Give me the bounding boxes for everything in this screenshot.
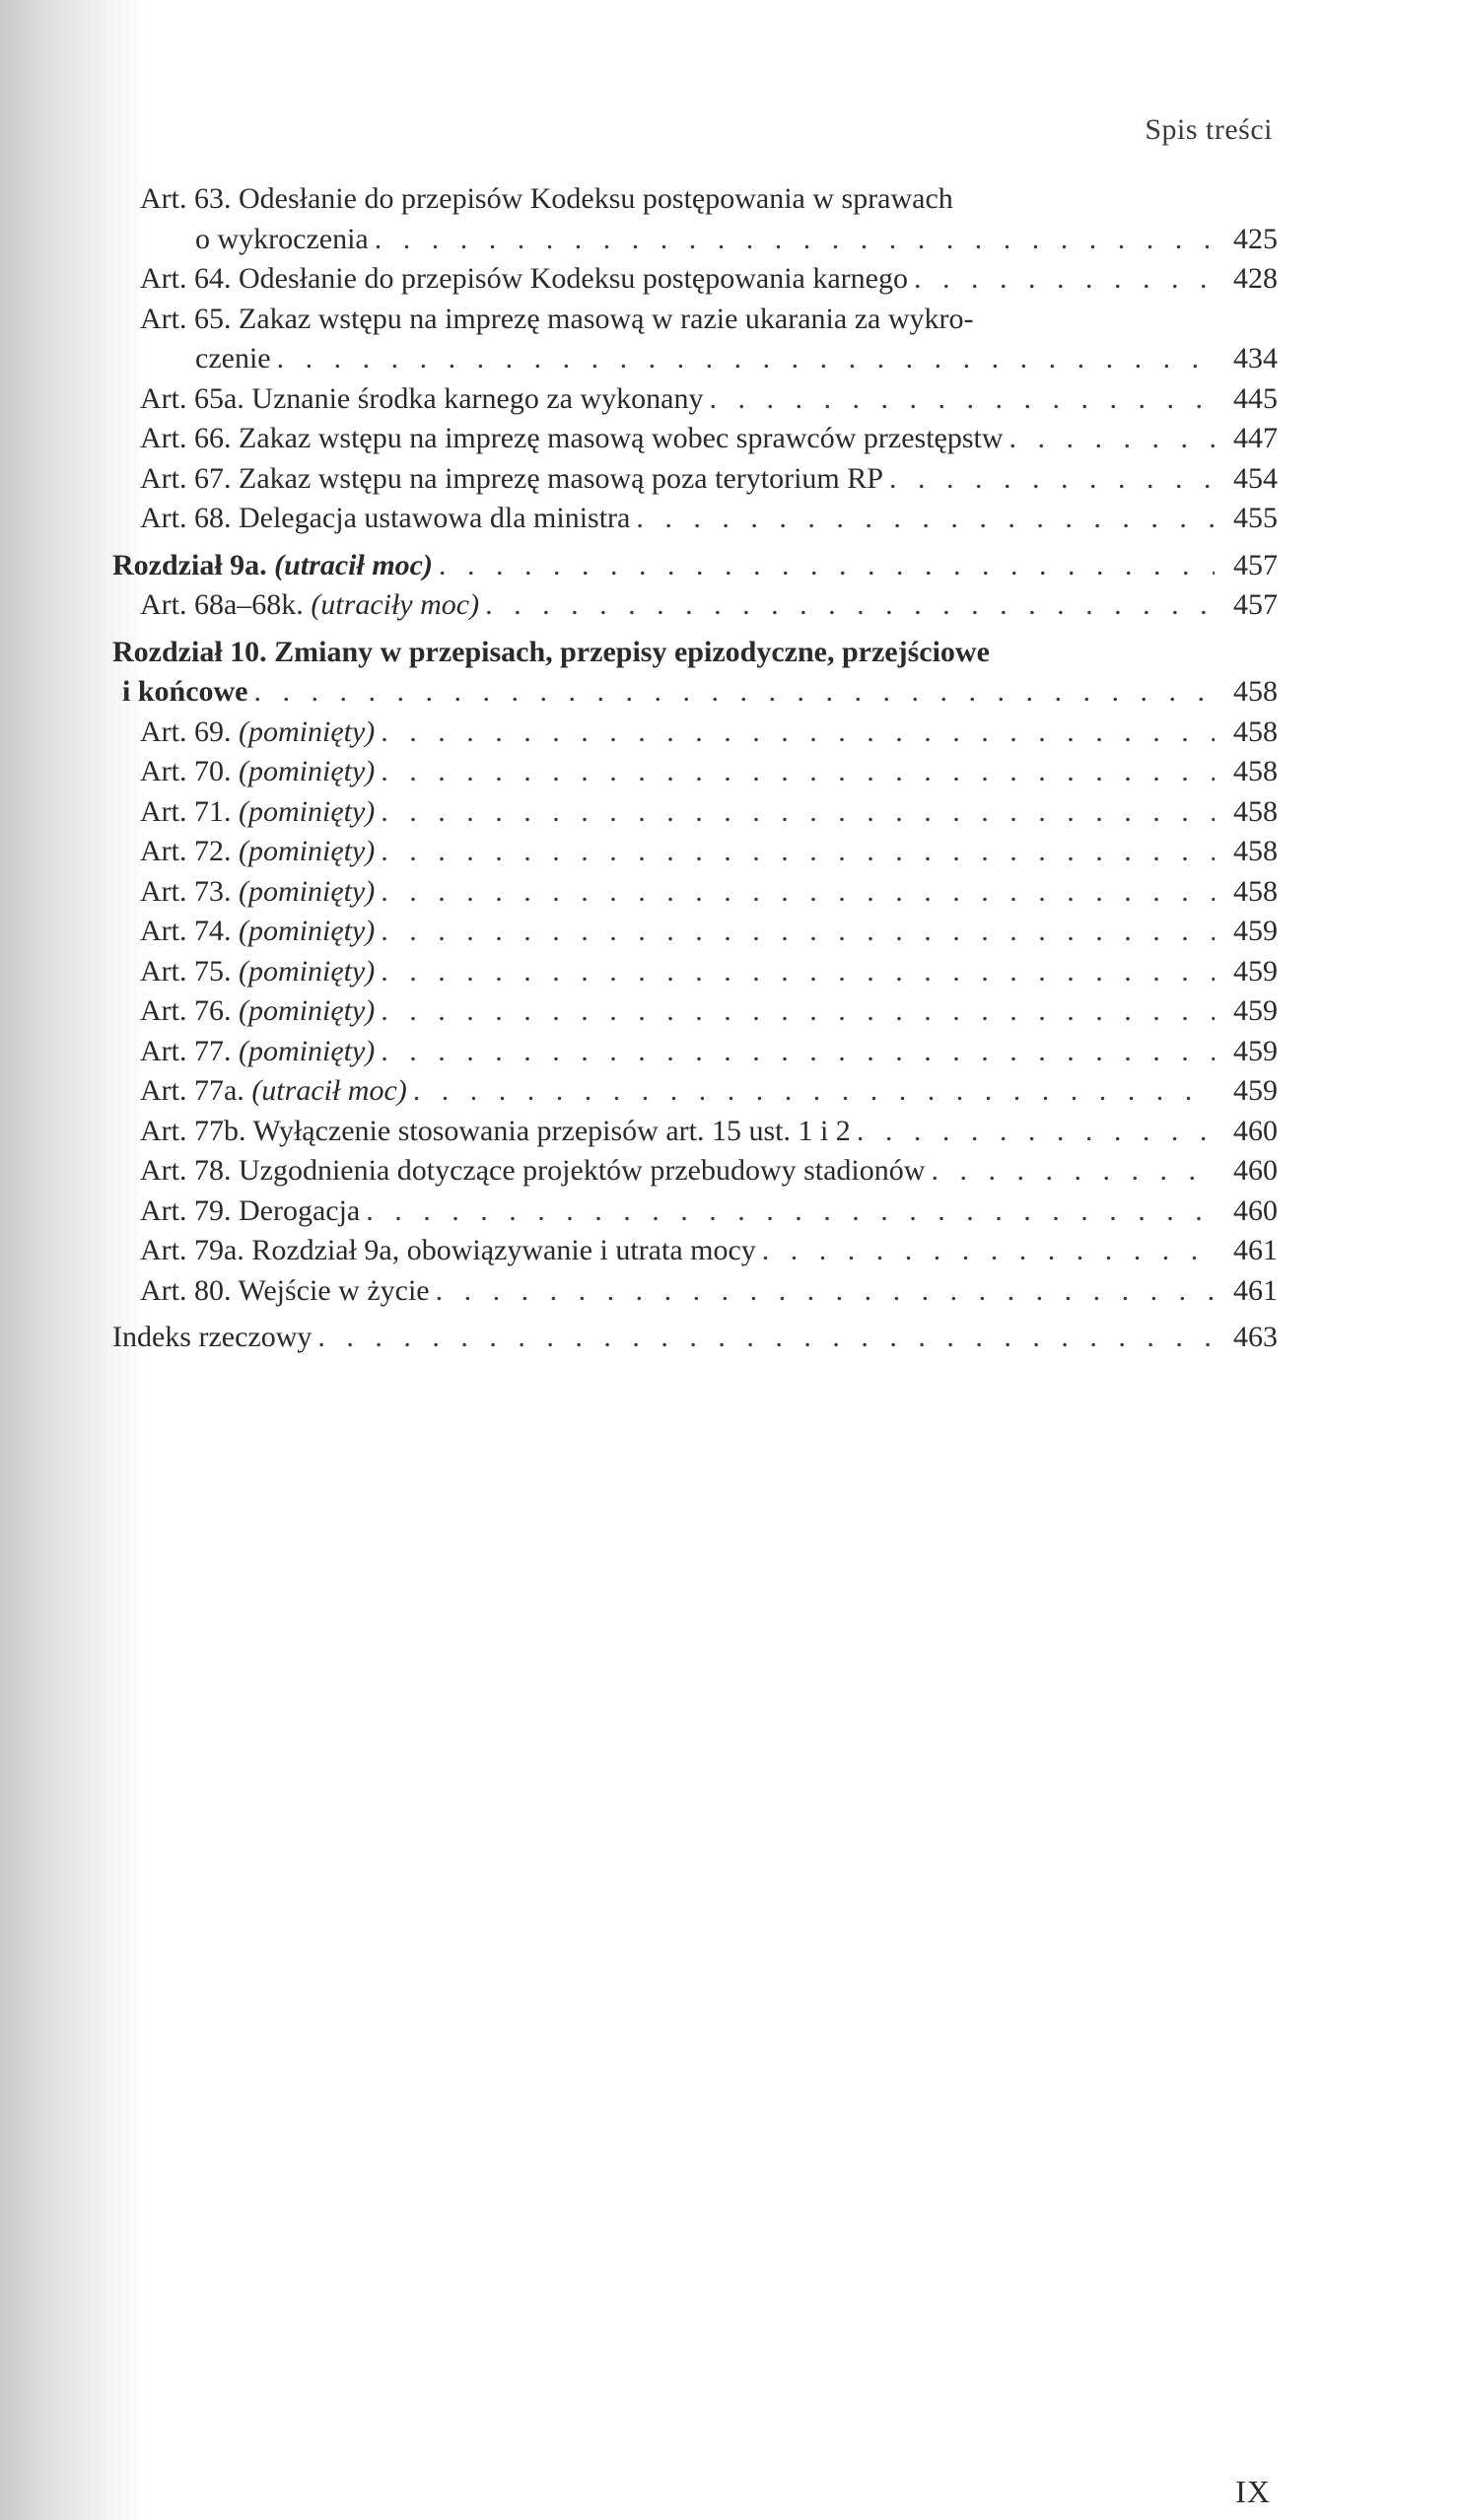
- toc-entry-label: Art. 77a.: [140, 1074, 244, 1107]
- toc-entry-status: (pominięty): [239, 874, 376, 908]
- toc-entry-status: (pominięty): [239, 994, 376, 1027]
- toc-page-number: 445: [1233, 381, 1278, 415]
- toc-page-number: 458: [1233, 755, 1278, 787]
- toc-entry-art77b: [112, 1112, 1278, 1152]
- toc-entry-index: [112, 1318, 1278, 1358]
- toc-entry-label: Art. 76.: [140, 994, 232, 1027]
- dot-leader: [381, 792, 1215, 833]
- toc-entry-title: Art. 68. Delegacja ustawowa dla ministra: [140, 502, 631, 534]
- toc-entry-art65: [112, 339, 1278, 379]
- toc-entry-label: Art. 72.: [140, 835, 232, 867]
- toc-entry-art68a-68k: [112, 585, 1278, 626]
- toc-entry-label: Art. 77.: [140, 1034, 232, 1067]
- toc-entry-title: [140, 912, 375, 952]
- toc-entry-status: (pominięty): [239, 755, 376, 787]
- toc-page-number: 460: [1233, 1114, 1278, 1147]
- dot-leader: [931, 1151, 1215, 1192]
- toc-entry-title: Art. 64. Odesłanie do przepisów Kodeksu postępowania karnego: [140, 262, 908, 295]
- toc-entry-title: Art. 66. Zakaz wstępu na imprezę masową wobec sprawców przestępstw: [140, 422, 1004, 454]
- dot-leader: [381, 1032, 1215, 1072]
- toc-page-number: 461: [1233, 1234, 1278, 1266]
- toc-entry-art80: [112, 1271, 1278, 1312]
- dot-leader: [439, 546, 1215, 586]
- toc-chapter-title: i końcowe: [122, 675, 248, 708]
- toc-entry-art63: [112, 220, 1278, 260]
- toc-entry-art70: [112, 752, 1278, 792]
- dot-leader: [1009, 419, 1215, 459]
- toc-page-number: 460: [1233, 1193, 1278, 1227]
- toc-page-number: 458: [1233, 675, 1278, 708]
- dot-leader: [381, 991, 1215, 1032]
- toc-entry-art65a: [112, 379, 1278, 420]
- toc-entry-art76: [112, 991, 1278, 1032]
- toc-page-number: 428: [1233, 262, 1278, 295]
- toc-page-number: 455: [1233, 502, 1278, 534]
- dot-leader: [889, 459, 1215, 500]
- dot-leader: [375, 220, 1215, 260]
- toc-entry-art66: [112, 419, 1278, 459]
- toc-entry-art77: [112, 1032, 1278, 1072]
- toc-chapter-status: (utracił moc): [274, 548, 433, 581]
- dot-leader: [914, 259, 1215, 300]
- toc-entry-art78: [112, 1151, 1278, 1192]
- toc-entry-status: (pominięty): [239, 915, 376, 947]
- running-head: Spis treści: [1145, 113, 1273, 146]
- dot-leader: [709, 379, 1215, 420]
- toc-entry-label: Art. 71.: [140, 794, 232, 828]
- toc-entry-art79: [112, 1192, 1278, 1232]
- page-number: IX: [1235, 2474, 1271, 2509]
- toc-chapter-title: [112, 546, 433, 586]
- dot-leader: [436, 1271, 1215, 1312]
- toc-page-number: 458: [1233, 874, 1278, 908]
- dot-leader: [381, 952, 1215, 992]
- toc-page-number: 434: [1233, 342, 1278, 375]
- toc-entry-art73: [112, 872, 1278, 913]
- toc-chapter-10-line1: Rozdział 10. Zmiany w przepisach, przepisy epizodyczne, przejściowe: [112, 635, 990, 668]
- toc-entry-title: czenie: [195, 342, 271, 375]
- toc-page-number: 457: [1233, 588, 1278, 621]
- toc-page-number: 425: [1233, 222, 1278, 255]
- toc-entry-art75: [112, 952, 1278, 992]
- toc-entry-title: Art. 80. Wejście w życie: [140, 1273, 430, 1307]
- toc-page-number: 454: [1233, 461, 1278, 495]
- toc-entry-title: [140, 1032, 375, 1072]
- toc-entry-art79a: [112, 1231, 1278, 1271]
- toc-entry-title: o wykroczenia: [195, 222, 369, 255]
- toc-entry-art63-line1: Art. 63. Odesłanie do przepisów Kodeksu postępowania w sprawach: [140, 182, 953, 215]
- toc-entry-status: (pominięty): [239, 794, 376, 828]
- dot-leader: [381, 912, 1215, 952]
- toc-chapter-10: [112, 672, 1278, 713]
- toc-page-number: 463: [1233, 1321, 1278, 1353]
- toc-entry-title: Art. 79a. Rozdział 9a, obowiązywanie i utrata mocy: [140, 1234, 756, 1266]
- toc-page-number: 459: [1233, 994, 1278, 1027]
- toc-entry-label: Art. 74.: [140, 915, 232, 947]
- toc-entry-title: [140, 713, 375, 753]
- dot-leader: [317, 1318, 1215, 1358]
- dot-leader: [381, 752, 1215, 792]
- toc-entry-title: [140, 872, 375, 913]
- dot-leader: [636, 499, 1215, 539]
- toc-entry-art71: [112, 792, 1278, 833]
- toc-entry-title: [140, 991, 375, 1032]
- dot-leader: [857, 1112, 1215, 1152]
- dot-leader: [485, 585, 1215, 626]
- toc-chapter-label: Rozdział 9a.: [112, 548, 267, 581]
- toc-entry-label: Art. 75.: [140, 954, 232, 988]
- toc-entry-label: Art. 68a–68k.: [140, 588, 304, 621]
- toc-entry-art67: [112, 459, 1278, 500]
- toc-page-number: 460: [1233, 1154, 1278, 1187]
- dot-leader: [413, 1071, 1215, 1112]
- toc-page-number: 459: [1233, 1074, 1278, 1107]
- toc-chapter-9a: [112, 546, 1278, 586]
- toc-entry-art64: [112, 259, 1278, 300]
- toc-entry-label: Art. 73.: [140, 874, 232, 908]
- toc-page-number: 458: [1233, 715, 1278, 748]
- table-of-contents: [112, 179, 1278, 1358]
- toc-page-number: 447: [1233, 422, 1278, 454]
- toc-entry-title: [140, 792, 375, 833]
- toc-entry-status: (pominięty): [239, 835, 376, 867]
- toc-entry-title: [140, 752, 375, 792]
- toc-page-number: 461: [1233, 1273, 1278, 1307]
- toc-entry-title: [140, 585, 479, 626]
- toc-entry-art77a: [112, 1071, 1278, 1112]
- toc-entry-art72: [112, 832, 1278, 872]
- toc-page-number: 458: [1233, 794, 1278, 828]
- toc-entry-title: [140, 952, 375, 992]
- toc-entry-title: Art. 78. Uzgodnienia dotyczące projektów przebudowy stadionów: [140, 1154, 926, 1187]
- toc-entry-title: [140, 1071, 407, 1112]
- toc-entry-title: [140, 832, 375, 872]
- toc-entry-title: Indeks rzeczowy: [112, 1321, 313, 1353]
- toc-page-number: 459: [1233, 954, 1278, 988]
- toc-entry-art65-line1: Art. 65. Zakaz wstępu na imprezę masową w razie ukarania za wykro-: [140, 302, 974, 335]
- toc-entry-art68: [112, 499, 1278, 539]
- dot-leader: [381, 832, 1215, 872]
- dot-leader: [381, 872, 1215, 913]
- dot-leader: [366, 1192, 1215, 1232]
- toc-page-number: 458: [1233, 835, 1278, 867]
- toc-entry-status: (pominięty): [239, 1034, 376, 1067]
- toc-page-number: 457: [1233, 548, 1278, 581]
- toc-entry-title: Art. 65a. Uznanie środka karnego za wykonany: [140, 381, 704, 415]
- toc-entry-title: Art. 67. Zakaz wstępu na imprezę masową poza terytorium RP: [140, 461, 883, 495]
- toc-entry-status: (utracił moc): [251, 1074, 407, 1107]
- toc-entry-title: Art. 79. Derogacja: [140, 1193, 361, 1227]
- dot-leader: [762, 1231, 1215, 1271]
- dot-leader: [277, 339, 1215, 379]
- toc-entry-label: Art. 69.: [140, 715, 232, 748]
- toc-entry-label: Art. 70.: [140, 755, 232, 787]
- toc-page-number: 459: [1233, 1034, 1278, 1067]
- toc-entry-art74: [112, 912, 1278, 952]
- toc-entry-art69: [112, 713, 1278, 753]
- toc-entry-status: (pominięty): [239, 954, 376, 988]
- toc-entry-title: Art. 77b. Wyłączenie stosowania przepisów art. 15 ust. 1 i 2: [140, 1114, 851, 1147]
- toc-page-number: 459: [1233, 915, 1278, 947]
- dot-leader: [254, 672, 1216, 713]
- toc-entry-status: (pominięty): [239, 715, 376, 748]
- dot-leader: [381, 713, 1215, 753]
- toc-entry-status: (utraciły moc): [311, 588, 480, 621]
